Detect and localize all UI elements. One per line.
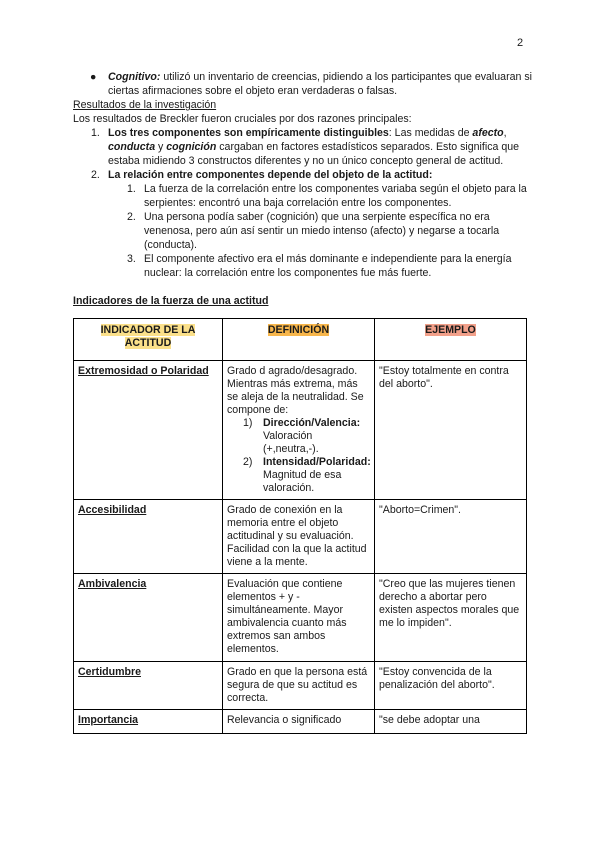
definition-cell: [223, 710, 375, 734]
reason-emphasis-conducta: conducta: [108, 141, 156, 153]
subitem-title: Intensidad/Polaridad:: [263, 456, 371, 468]
reason-fragment: : Las medidas de: [388, 127, 473, 139]
table-row: [74, 500, 527, 574]
subreason-number: 1.: [127, 183, 136, 195]
indicator-term: Accesibilidad: [78, 504, 147, 516]
document-body: [73, 70, 533, 734]
header-indicador: INDICADOR DE LA ACTITUD: [100, 324, 196, 349]
table-row: [74, 574, 527, 662]
bullet-term: Cognitivo:: [108, 71, 161, 83]
definition-sublist: [227, 417, 370, 495]
indicators-table: [73, 318, 527, 734]
subreason-text: Una persona podía saber (cognición) que una serpiente específica no era venenosa, pero aún así sentir un miedo intenso (afecto) y negarse a tocarla (conducta).: [144, 211, 500, 251]
subreason-text: La fuerza de la correlación entre los componentes variaba según el objeto para la serpientes: encontró una baja correlación entre los componentes.: [144, 183, 527, 209]
subitem-body: Valoración (+,neutra,-).: [263, 430, 319, 455]
example-text: "Estoy totalmente en contra del aborto".: [379, 365, 509, 390]
page-number: 2: [517, 37, 524, 49]
header-definicion: DEFINICIÓN: [267, 324, 330, 336]
definition-text: Evaluación que contiene elementos + y - simultáneamente. Mayor ambivalencia cuanto más extremos san ambos elementos.: [227, 578, 347, 655]
indicator-cell: [74, 574, 223, 662]
subitem-number: 1): [243, 417, 253, 429]
example-cell: [375, 500, 527, 574]
reason-emphasis-cognicion: cognición: [166, 141, 217, 153]
subitem-body: Magnitud de esa valoración.: [263, 469, 342, 494]
bullet-item-cognitivo: [73, 70, 533, 98]
table-row: [74, 361, 527, 500]
bullet-text: [108, 70, 533, 98]
example-text: "se debe adoptar una: [379, 714, 480, 726]
definition-cell: [223, 500, 375, 574]
table-row: [74, 662, 527, 710]
reason-item-1: [73, 126, 533, 168]
definition-text: Grado d agrado/desagrado. Mientras más extrema, más se aleja de la neutralidad. Se compone de:: [227, 365, 364, 416]
bullet-body: utilizó un inventario de creencias, pidiendo a los participantes que evaluaran si ciertas afirmaciones sobre el objeto eran verdaderas o falsas.: [108, 71, 532, 97]
subreason-item-2: [73, 210, 533, 252]
indicator-cell: [74, 710, 223, 734]
header-cell-definicion: [223, 319, 375, 361]
reason-number: 2.: [91, 169, 100, 181]
example-cell: [375, 662, 527, 710]
definition-cell: [223, 361, 375, 500]
subreason-number: 3.: [127, 253, 136, 265]
bullet-dot-icon: ●: [90, 71, 97, 83]
indicator-cell: [74, 361, 223, 500]
header-cell-ejemplo: [375, 319, 527, 361]
reason-text: [108, 168, 432, 182]
definition-cell: [223, 662, 375, 710]
definition-text: Grado en que la persona está segura de que su actitud es correcta.: [227, 666, 368, 704]
subreason-number: 2.: [127, 211, 136, 223]
indicator-cell: [74, 500, 223, 574]
definition-subitem: [243, 417, 370, 456]
example-cell: [375, 574, 527, 662]
subitem-title: Dirección/Valencia:: [263, 417, 361, 429]
header-ejemplo: EJEMPLO: [425, 324, 476, 336]
example-text: "Creo que las mujeres tienen derecho a abortar pero existen aspectos morales que me lo impiden".: [379, 578, 520, 629]
reason-number: 1.: [91, 127, 100, 139]
example-cell: [375, 710, 527, 734]
example-cell: [375, 361, 527, 500]
indicator-term: Importancia: [78, 714, 139, 726]
definition-text: Relevancia o significado: [227, 714, 342, 726]
reason-fragment: ,: [503, 127, 507, 139]
indicator-term: Extremosidad o Polaridad: [78, 365, 209, 377]
indicator-term: Ambivalencia: [78, 578, 147, 590]
example-text: "Estoy convencida de la penalización del aborto".: [379, 666, 495, 691]
definition-cell: [223, 574, 375, 662]
results-intro: Los resultados de Breckler fueron cruciales por dos razones principales:: [73, 113, 412, 125]
subitem-text: [263, 417, 370, 456]
example-text: "Aborto=Crimen".: [379, 504, 462, 516]
reason-item-2: [73, 168, 533, 182]
subreason-item-3: [73, 252, 533, 280]
reason-title: Los tres componentes son empíricamente distinguibles: [108, 127, 389, 139]
definition-text: Grado de conexión en la memoria entre el objeto actitudinal y su evaluación. Facilidad con la que la actitud viene a la mente.: [227, 504, 367, 568]
subitem-number: 2): [243, 456, 253, 468]
table-title: Indicadores de la fuerza de una actitud: [73, 295, 269, 307]
subreason-item-1: [73, 182, 533, 210]
reason-emphasis-afecto: afecto: [472, 127, 504, 139]
subreason-text: El componente afectivo era el más dominante e independiente para la energía nuclear: la correlación entre los componentes fue más fuerte.: [144, 253, 512, 279]
reason-title: La relación entre componentes depende del objeto de la actitud:: [108, 169, 433, 181]
subitem-text: [263, 456, 371, 495]
header-cell-indicador: [74, 319, 223, 361]
table-row: [74, 710, 527, 734]
definition-subitem: [243, 456, 370, 495]
table-header-row: [74, 319, 527, 361]
indicator-term: Certidumbre: [78, 666, 141, 678]
results-heading: Resultados de la investigación: [73, 99, 217, 111]
reason-fragment: y: [155, 141, 167, 153]
reason-fragment: cargaban en factores estadísticos separados. Esto significa que estaba midiendo 3 constructos diferentes y no un único concepto general de actitud.: [108, 141, 519, 167]
indicator-cell: [74, 662, 223, 710]
reason-text: [108, 126, 533, 168]
